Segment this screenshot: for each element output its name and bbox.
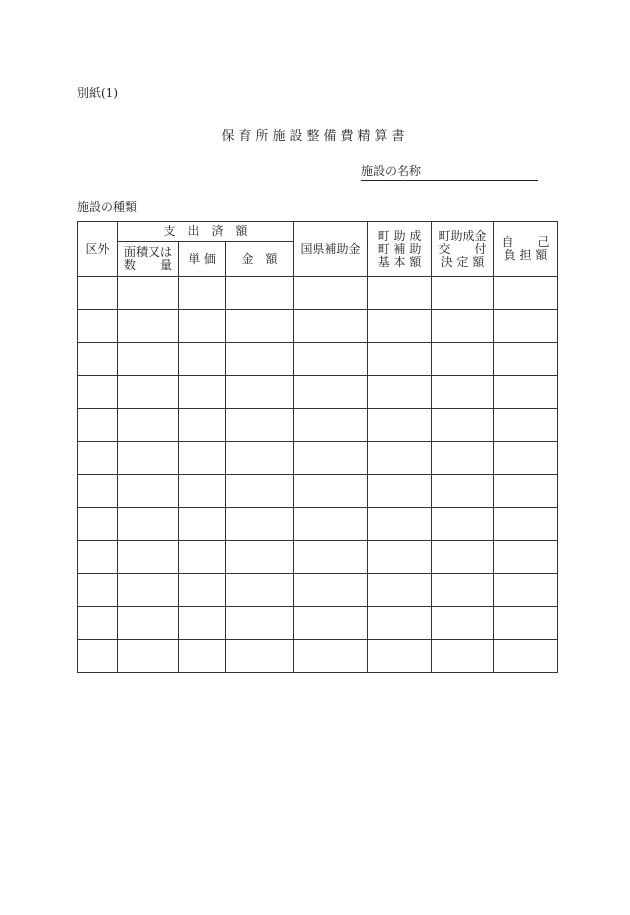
table-row — [78, 442, 558, 475]
header-national-prefecture-subsidy: 国県補助金 — [294, 222, 368, 277]
cell-kubun — [78, 343, 118, 376]
facility-type-label: 施設の種類 — [77, 200, 138, 214]
cell-town-grant-decision — [432, 475, 494, 508]
cell-national-prefecture-subsidy — [294, 475, 368, 508]
header-town-grant-line1: 町助成金 — [438, 228, 487, 243]
cell-town-subsidy-base — [368, 343, 432, 376]
cell-amount — [226, 376, 294, 409]
header-amount: 金 額 — [226, 242, 294, 277]
cell-town-subsidy-base — [368, 310, 432, 343]
cell-area-quantity — [118, 574, 179, 607]
cell-national-prefecture-subsidy — [294, 376, 368, 409]
cell-self-burden — [494, 574, 558, 607]
header-kubun: 区外 — [78, 222, 118, 277]
cell-national-prefecture-subsidy — [294, 574, 368, 607]
cell-amount — [226, 343, 294, 376]
cell-town-subsidy-base — [368, 376, 432, 409]
cell-unit-price — [179, 475, 226, 508]
cell-town-grant-decision — [432, 508, 494, 541]
cell-kubun — [78, 376, 118, 409]
cell-area-quantity — [118, 640, 179, 673]
cell-amount — [226, 442, 294, 475]
cell-kubun — [78, 607, 118, 640]
cell-area-quantity — [118, 310, 179, 343]
cell-town-subsidy-base — [368, 277, 432, 310]
cell-town-subsidy-base — [368, 508, 432, 541]
cell-town-grant-decision — [432, 277, 494, 310]
cell-self-burden — [494, 442, 558, 475]
cell-self-burden — [494, 541, 558, 574]
cell-kubun — [78, 508, 118, 541]
header-town-subsidy-base-line3: 基 本 額 — [377, 254, 422, 269]
cell-town-grant-decision — [432, 541, 494, 574]
cell-area-quantity — [118, 343, 179, 376]
table-row — [78, 541, 558, 574]
cell-amount — [226, 640, 294, 673]
cell-town-subsidy-base — [368, 574, 432, 607]
cell-national-prefecture-subsidy — [294, 541, 368, 574]
header-unit-price: 単 価 — [179, 242, 226, 277]
annex-label: 別紙(1) — [77, 86, 118, 100]
cell-self-burden — [494, 607, 558, 640]
cell-self-burden — [494, 376, 558, 409]
header-self-burden-line1: 自 己 — [501, 235, 550, 249]
cell-area-quantity — [118, 607, 179, 640]
cell-kubun — [78, 277, 118, 310]
cell-town-grant-decision — [432, 376, 494, 409]
table-row — [78, 508, 558, 541]
header-town-subsidy-base-line2: 町 補 助 — [377, 241, 422, 256]
header-town-subsidy-base-line1: 町 助 成 — [377, 228, 422, 243]
cell-amount — [226, 409, 294, 442]
cell-area-quantity — [118, 475, 179, 508]
header-area-quantity — [118, 242, 179, 277]
cell-self-burden — [494, 310, 558, 343]
cell-town-subsidy-base — [368, 640, 432, 673]
cell-unit-price — [179, 574, 226, 607]
header-town-grant-line2: 交 付 — [438, 241, 487, 256]
cell-town-grant-decision — [432, 574, 494, 607]
table-row — [78, 277, 558, 310]
table-row — [78, 574, 558, 607]
cell-amount — [226, 607, 294, 640]
cell-unit-price — [179, 409, 226, 442]
table-row — [78, 640, 558, 673]
cell-unit-price — [179, 541, 226, 574]
cell-area-quantity — [118, 277, 179, 310]
table-row — [78, 607, 558, 640]
table-row — [78, 343, 558, 376]
header-area-quantity-line1: 面積又は — [123, 245, 172, 259]
table-row — [78, 376, 558, 409]
cell-unit-price — [179, 508, 226, 541]
cell-kubun — [78, 310, 118, 343]
header-town-grant-decision — [432, 222, 494, 277]
cell-unit-price — [179, 376, 226, 409]
cell-unit-price — [179, 277, 226, 310]
cell-amount — [226, 277, 294, 310]
cell-amount — [226, 508, 294, 541]
cell-town-subsidy-base — [368, 541, 432, 574]
facility-name-label: 施設の名称 — [361, 162, 538, 181]
cell-amount — [226, 574, 294, 607]
cell-kubun — [78, 475, 118, 508]
cell-town-grant-decision — [432, 640, 494, 673]
header-expenditure: 支 出 済 額 — [118, 222, 294, 242]
cell-national-prefecture-subsidy — [294, 277, 368, 310]
cell-unit-price — [179, 442, 226, 475]
cell-national-prefecture-subsidy — [294, 343, 368, 376]
cell-amount — [226, 310, 294, 343]
cell-area-quantity — [118, 376, 179, 409]
cell-national-prefecture-subsidy — [294, 508, 368, 541]
table-row — [78, 409, 558, 442]
cell-town-subsidy-base — [368, 475, 432, 508]
cell-town-grant-decision — [432, 409, 494, 442]
cell-area-quantity — [118, 409, 179, 442]
cell-town-grant-decision — [432, 607, 494, 640]
cell-kubun — [78, 442, 118, 475]
cell-self-burden — [494, 475, 558, 508]
cell-national-prefecture-subsidy — [294, 640, 368, 673]
cell-self-burden — [494, 343, 558, 376]
document-title: 保育所施設整備費精算書 — [221, 129, 409, 144]
cell-area-quantity — [118, 508, 179, 541]
header-area-quantity-line2: 数 量 — [123, 258, 172, 272]
cell-self-burden — [494, 640, 558, 673]
cell-self-burden — [494, 277, 558, 310]
settlement-table — [77, 221, 558, 673]
header-town-grant-line3: 決 定 額 — [440, 254, 485, 269]
cell-town-subsidy-base — [368, 442, 432, 475]
cell-kubun — [78, 409, 118, 442]
table-row — [78, 310, 558, 343]
cell-kubun — [78, 574, 118, 607]
cell-amount — [226, 475, 294, 508]
cell-area-quantity — [118, 442, 179, 475]
header-self-burden — [494, 222, 558, 277]
cell-unit-price — [179, 640, 226, 673]
cell-unit-price — [179, 343, 226, 376]
cell-town-grant-decision — [432, 310, 494, 343]
cell-national-prefecture-subsidy — [294, 409, 368, 442]
header-town-subsidy-base — [368, 222, 432, 277]
cell-self-burden — [494, 508, 558, 541]
cell-national-prefecture-subsidy — [294, 607, 368, 640]
cell-town-grant-decision — [432, 442, 494, 475]
cell-area-quantity — [118, 541, 179, 574]
cell-amount — [226, 541, 294, 574]
table-row — [78, 475, 558, 508]
cell-national-prefecture-subsidy — [294, 310, 368, 343]
cell-unit-price — [179, 607, 226, 640]
cell-kubun — [78, 640, 118, 673]
cell-national-prefecture-subsidy — [294, 442, 368, 475]
header-self-burden-line2: 負 担 額 — [503, 248, 548, 262]
cell-unit-price — [179, 310, 226, 343]
cell-kubun — [78, 541, 118, 574]
cell-town-subsidy-base — [368, 607, 432, 640]
cell-town-grant-decision — [432, 343, 494, 376]
cell-self-burden — [494, 409, 558, 442]
cell-town-subsidy-base — [368, 409, 432, 442]
